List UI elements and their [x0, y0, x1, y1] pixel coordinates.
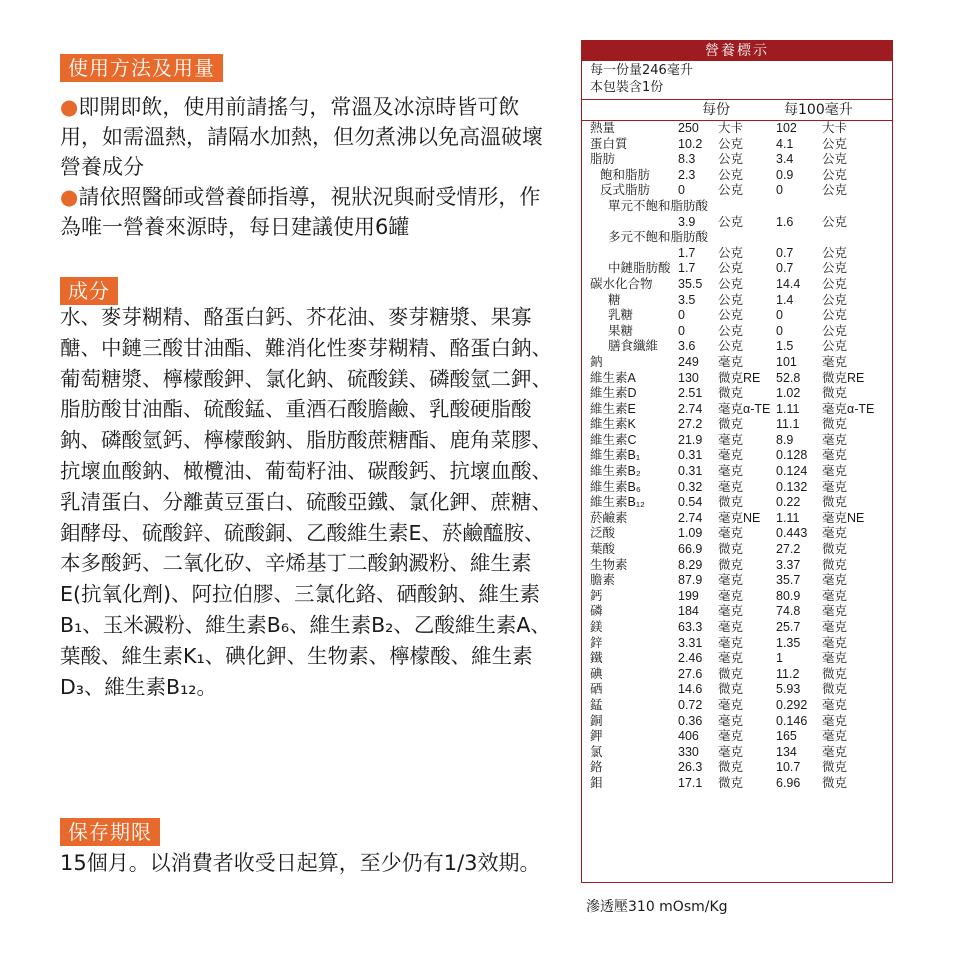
per-100ml-value: 5.93: [776, 682, 801, 697]
nutrient-name: 維生素B₁₂: [590, 495, 645, 510]
per-serving-value: 0.54: [678, 495, 703, 510]
per-100ml-unit: 公克: [822, 261, 848, 276]
nutrient-row: [582, 448, 892, 464]
per-100ml-value: 14.4: [776, 276, 801, 291]
per-serving-unit: 毫克: [718, 713, 744, 728]
nutrient-name: 生物素: [590, 557, 628, 572]
nutrient-name: 維生素E: [590, 401, 636, 416]
per-100ml-unit: 微克: [822, 775, 848, 790]
nutrient-row: [582, 682, 892, 698]
per-100ml-value: 0: [776, 183, 783, 198]
per-serving-unit: 毫克: [718, 448, 744, 463]
per-100ml-unit: 毫克: [822, 464, 848, 479]
per-serving-value: 0.32: [678, 479, 703, 494]
per-serving-unit: 公克: [718, 292, 744, 307]
per-serving-unit: 微克: [718, 666, 744, 681]
usage-instructions: [60, 92, 560, 242]
nutrient-name: 膳食纖維: [608, 339, 659, 354]
per-serving-value: 0.72: [678, 697, 703, 712]
per-serving-value: 2.74: [678, 510, 703, 525]
nutrient-row: [582, 511, 892, 527]
per-100ml-unit: 微克: [822, 495, 848, 510]
per-serving-unit: 微克: [718, 775, 744, 790]
per-100ml-unit: 大卡: [822, 121, 848, 135]
per-100ml-unit: 毫克: [822, 479, 848, 494]
nutrient-row: [582, 620, 892, 636]
per-serving-unit: 毫克: [718, 697, 744, 712]
per-serving-unit: 公克: [718, 308, 744, 323]
per-serving-value: 27.2: [678, 417, 703, 432]
per-100ml-unit: 毫克: [822, 635, 848, 650]
nutrient-name: 磷: [590, 604, 603, 619]
nutrient-name: 乳糖: [608, 308, 634, 323]
per-100ml-value: 1.5: [776, 339, 794, 354]
nutrient-row: [582, 745, 892, 761]
per-serving-unit: 毫克: [718, 464, 744, 479]
nutrient-name: 鐵: [590, 651, 603, 666]
per-serving-unit: 微克: [718, 557, 744, 572]
per-100ml-value: 1.35: [776, 635, 801, 650]
bullet-icon: ●: [60, 185, 79, 209]
per-serving-unit: 毫克: [718, 744, 744, 759]
nutrient-name: 碘: [590, 666, 603, 681]
per-serving-unit: 微克RE: [718, 370, 761, 385]
per-100ml-unit: 公克: [822, 276, 848, 291]
per-serving-value: 1.7: [678, 245, 696, 260]
per-100ml-unit: 毫克: [822, 713, 848, 728]
per-100ml-unit: 毫克: [822, 604, 848, 619]
per-serving-value: 0: [678, 323, 685, 338]
nutrient-name: 鋅: [590, 635, 603, 650]
per-serving-unit: 微克: [718, 386, 744, 401]
nutrient-row: [582, 402, 892, 418]
per-100ml-value: 27.2: [776, 542, 801, 557]
per-serving-value: 2.46: [678, 651, 703, 666]
per-serving-unit: 毫克: [718, 479, 744, 494]
nutrient-name: 銅: [590, 713, 603, 728]
per-100ml-value: 4.1: [776, 136, 794, 151]
per-100ml-unit: 微克: [822, 386, 848, 401]
nutrient-name: 維生素D: [590, 386, 637, 401]
per-100ml-value: 11.2: [776, 666, 800, 681]
nutrient-rows: [582, 121, 892, 792]
per-serving-unit: 公克: [718, 214, 744, 229]
per-100ml-unit: 公克: [822, 308, 848, 323]
per-100ml-unit: 微克: [822, 542, 848, 557]
nutrient-name: 硒: [590, 682, 603, 697]
per-100ml-value: 1.11: [776, 510, 800, 525]
per-serving-value: 330: [678, 744, 699, 759]
per-100ml-unit: 毫克: [822, 354, 848, 369]
nutrient-name: 鉻: [590, 760, 603, 775]
nutrient-name: 氯: [590, 744, 603, 759]
col-per-100ml: 每100毫升: [784, 102, 853, 118]
per-100ml-value: 0.132: [776, 479, 808, 494]
per-serving-value: 250: [678, 121, 699, 135]
nutrient-row: [582, 215, 892, 231]
per-100ml-unit: 微克: [822, 682, 848, 697]
per-serving-value: 406: [678, 729, 699, 744]
per-serving-unit: 微克: [718, 495, 744, 510]
nutrient-name: 錳: [590, 697, 603, 712]
per-serving-unit: 公克: [718, 183, 744, 198]
per-100ml-unit: 毫克NE: [822, 510, 865, 525]
nutrient-name: 維生素K: [590, 417, 636, 432]
nutrient-row: [582, 168, 892, 184]
per-100ml-value: 74.8: [776, 604, 801, 619]
per-serving-unit: 微克: [718, 682, 744, 697]
per-serving-value: 2.51: [678, 386, 703, 401]
per-100ml-unit: 毫克: [822, 729, 848, 744]
per-serving-unit: 微克: [718, 760, 744, 775]
nutrient-row: [582, 729, 892, 745]
per-100ml-unit: 毫克: [822, 448, 848, 463]
per-serving-value: 2.74: [678, 401, 703, 416]
per-100ml-unit: 毫克: [822, 526, 848, 541]
per-serving-unit: 毫克: [718, 588, 744, 603]
nutrient-name: 維生素A: [590, 370, 636, 385]
per-serving-unit: 公克: [718, 276, 744, 291]
per-100ml-value: 1: [776, 651, 783, 666]
nutrient-row: [582, 121, 892, 137]
nutrient-name: 鉬: [590, 775, 603, 790]
per-serving-unit: 毫克: [718, 573, 744, 588]
nutrient-row: [582, 417, 892, 433]
per-100ml-value: 0.9: [776, 167, 794, 182]
nutrition-facts-panel: [581, 40, 893, 883]
nutrient-name: 維生素C: [590, 432, 637, 447]
nutrient-name: 鎂: [590, 620, 603, 634]
column-headers: [582, 100, 892, 121]
nutrient-name: 單元不飽和脂肪酸: [608, 198, 709, 213]
per-serving-value: 66.9: [678, 542, 703, 557]
per-serving-value: 3.6: [678, 339, 696, 354]
per-serving-unit: 大卡: [718, 121, 744, 135]
nutrient-row: [582, 371, 892, 387]
nutrient-row: [582, 589, 892, 605]
per-serving-unit: 毫克: [718, 604, 744, 619]
per-serving-value: 21.9: [678, 432, 703, 447]
per-100ml-unit: 微克: [822, 666, 848, 681]
nutrient-row: [582, 495, 892, 511]
per-100ml-unit: 公克: [822, 183, 848, 198]
per-100ml-value: 0.292: [776, 697, 808, 712]
per-serving-value: 87.9: [678, 573, 703, 588]
per-serving-value: 10.2: [678, 136, 703, 151]
per-100ml-value: 1.4: [776, 292, 794, 307]
per-100ml-value: 0.146: [776, 713, 808, 728]
per-100ml-unit: 毫克: [822, 573, 848, 588]
per-100ml-value: 10.7: [776, 760, 801, 775]
usage-item: [60, 182, 560, 242]
nutrient-row: [582, 542, 892, 558]
per-100ml-unit: 公克: [822, 245, 848, 260]
per-serving-unit: 毫克: [718, 620, 744, 634]
nutrient-row: [582, 760, 892, 776]
per-serving-value: 35.5: [678, 276, 703, 291]
nutrient-name: 脂肪: [590, 152, 616, 167]
per-100ml-value: 35.7: [776, 573, 801, 588]
per-100ml-value: 0.124: [776, 464, 808, 479]
nutrient-name: 果糖: [608, 323, 634, 338]
per-100ml-value: 3.37: [776, 557, 801, 572]
per-100ml-unit: 微克RE: [822, 370, 865, 385]
per-100ml-value: 0: [776, 323, 783, 338]
nutrient-name: 多元不飽和脂肪酸: [608, 230, 709, 245]
nutrient-row: [582, 277, 892, 293]
per-serving-value: 0.31: [678, 464, 703, 479]
per-100ml-value: 0.128: [776, 448, 808, 463]
per-100ml-unit: 毫克α-TE: [822, 401, 875, 416]
per-100ml-value: 6.96: [776, 775, 801, 790]
nutrient-row: [582, 714, 892, 730]
per-serving-value: 2.3: [678, 167, 696, 182]
per-100ml-value: 8.9: [776, 432, 794, 447]
per-100ml-value: 80.9: [776, 588, 801, 603]
per-serving-unit: 毫克: [718, 354, 744, 369]
nutrient-row: [582, 246, 892, 262]
per-serving-unit: 公克: [718, 323, 744, 338]
per-100ml-unit: 公克: [822, 292, 848, 307]
per-100ml-value: 165: [776, 729, 797, 744]
per-serving-unit: 毫克: [718, 526, 744, 541]
per-serving-unit: 公克: [718, 136, 744, 151]
nutrient-row: [582, 308, 892, 324]
nutrient-row: [582, 386, 892, 402]
per-100ml-value: 1.6: [776, 214, 794, 229]
per-serving-unit: 公克: [718, 261, 744, 276]
per-serving-unit: 毫克: [718, 432, 744, 447]
osmolality-note: 滲透壓310 mOsm/Kg: [586, 899, 728, 915]
per-serving-value: 26.3: [678, 760, 703, 775]
nutrient-name: 鈣: [590, 588, 603, 603]
nutrient-name: 維生素B₂: [590, 464, 641, 479]
nutrient-row: [582, 261, 892, 277]
per-serving-value: 0.36: [678, 713, 703, 728]
usage-item-text: 即開即飲，使用前請搖勻，常溫及冰涼時皆可飲用，如需溫熱，請隔水加熱，但勿煮沸以免高溫破壞營養成分: [60, 95, 543, 179]
per-serving-value: 130: [678, 370, 699, 385]
per-serving-value: 0: [678, 308, 685, 323]
per-serving-value: 3.5: [678, 292, 696, 307]
nutrient-row: [582, 667, 892, 683]
nutrient-name: 葉酸: [590, 542, 616, 557]
nutrient-row: [582, 573, 892, 589]
per-100ml-value: 0: [776, 308, 783, 323]
per-100ml-unit: 公克: [822, 339, 848, 354]
nutrient-row: [582, 776, 892, 792]
per-100ml-value: 101: [776, 354, 797, 369]
per-serving-unit: 微克: [718, 542, 744, 557]
ingredients-list: 水、麥芽糊精、酪蛋白鈣、芥花油、麥芽糖漿、果寡醣、中鏈三酸甘油酯、難消化性麥芽糊精、酪蛋白鈉、葡萄糖漿、檸檬酸鉀、氯化鈉、硫酸鎂、磷酸氫二鉀、脂肪酸甘油酯、硫酸錳、重酒石酸膽鹼、乳酸硬脂酸鈉、磷酸氫鈣、檸檬酸鈉、脂肪酸蔗糖酯、鹿角菜膠、抗壞血酸鈉、橄欖油、葡萄籽油、碳酸鈣、抗壞血酸、乳清蛋白、分離黃豆蛋白、硫酸亞鐵、氯化鉀、蔗糖、鉬酵母、硫酸鋅、硫酸銅、乙酸維生素E、菸鹼醯胺、本多酸鈣、二氧化矽、辛烯基丁二酸鈉澱粉、維生素E(抗氧化劑)、阿拉伯膠、三氯化鉻、硒酸鈉、維生素B₁、玉米澱粉、維生素B₆、維生素B₂、乙酸維生素A、葉酸、維生素K₁、碘化鉀、生物素、檸檬酸、維生素D₃、維生素B₁₂。: [60, 305, 552, 699]
per-100ml-value: 11.1: [776, 417, 800, 432]
per-serving-value: 63.3: [678, 620, 703, 634]
per-100ml-value: 102: [776, 121, 797, 135]
per-serving-unit: 毫克: [718, 635, 744, 650]
per-100ml-value: 1.02: [776, 386, 801, 401]
nutrient-row: [582, 230, 892, 246]
per-serving-unit: 公克: [718, 245, 744, 260]
per-100ml-unit: 公克: [822, 167, 848, 182]
servings-per-pack: 本包裝含1份: [590, 80, 664, 95]
per-100ml-unit: 公克: [822, 136, 848, 151]
nutrition-title: 營養標示: [582, 41, 892, 61]
per-serving-unit: 毫克NE: [718, 510, 761, 525]
per-100ml-unit: 毫克: [822, 620, 848, 634]
nutrient-name: 反式脂肪: [600, 183, 651, 198]
nutrient-name: 飽和脂肪: [600, 167, 651, 182]
per-100ml-value: 1.11: [776, 401, 800, 416]
per-100ml-unit: 公克: [822, 152, 848, 167]
per-100ml-unit: 微克: [822, 417, 848, 432]
nutrient-row: [582, 526, 892, 542]
col-per-serving: 每份: [702, 102, 730, 118]
nutrient-row: [582, 558, 892, 574]
shelf-life-text: 15個月。以消費者收受日起算，至少仍有1/3效期。: [60, 851, 541, 875]
per-serving-value: 1.7: [678, 261, 696, 276]
per-serving-unit: 微克: [718, 417, 744, 432]
nutrient-row: [582, 137, 892, 153]
per-100ml-unit: 微克: [822, 760, 848, 775]
per-serving-unit: 公克: [718, 167, 744, 182]
nutrient-row: [582, 324, 892, 340]
per-serving-unit: 公克: [718, 152, 744, 167]
per-serving-value: 0: [678, 183, 685, 198]
per-serving-value: 8.29: [678, 557, 703, 572]
per-serving-value: 8.3: [678, 152, 696, 167]
usage-item-text: 請依照醫師或營養師指導，視狀況與耐受情形，作為唯一營養來源時，每日建議使用6罐: [60, 185, 541, 239]
nutrient-name: 碳水化合物: [590, 276, 653, 291]
per-100ml-unit: 公克: [822, 323, 848, 338]
per-100ml-unit: 公克: [822, 214, 848, 229]
nutrient-name: 糖: [608, 292, 621, 307]
serving-size: 每一份量246毫升: [590, 63, 693, 78]
nutrient-name: 熱量: [590, 121, 616, 135]
per-100ml-unit: 毫克: [822, 651, 848, 666]
nutrient-row: [582, 651, 892, 667]
nutrient-row: [582, 183, 892, 199]
per-100ml-unit: 毫克: [822, 697, 848, 712]
per-100ml-value: 0.7: [776, 245, 794, 260]
nutrient-row: [582, 199, 892, 215]
bullet-icon: ●: [60, 95, 79, 119]
nutrient-row: [582, 355, 892, 371]
per-serving-value: 17.1: [678, 775, 703, 790]
nutrient-row: [582, 604, 892, 620]
per-serving-value: 184: [678, 604, 699, 619]
nutrient-name: 中鏈脂肪酸: [608, 261, 671, 276]
usage-item: [60, 92, 560, 182]
nutrient-name: 維生素B₆: [590, 479, 641, 494]
nutrient-row: [582, 152, 892, 168]
usage-heading: 使用方法及用量: [60, 54, 223, 82]
nutrient-name: 維生素B₁: [590, 448, 641, 463]
per-100ml-value: 0.22: [776, 495, 801, 510]
nutrient-row: [582, 293, 892, 309]
nutrient-row: [582, 698, 892, 714]
per-100ml-value: 25.7: [776, 620, 801, 634]
per-serving-unit: 毫克: [718, 651, 744, 666]
nutrient-name: 泛酸: [590, 526, 616, 541]
nutrient-row: [582, 339, 892, 355]
per-serving-unit: 公克: [718, 339, 744, 354]
per-serving-value: 14.6: [678, 682, 703, 697]
per-100ml-unit: 毫克: [822, 432, 848, 447]
per-serving-value: 0.31: [678, 448, 703, 463]
per-serving-value: 1.09: [678, 526, 703, 541]
serving-info: [582, 61, 892, 100]
shelf-life-heading: 保存期限: [60, 818, 160, 846]
nutrient-row: [582, 480, 892, 496]
ingredients-heading: 成分: [60, 277, 118, 305]
nutrient-name: 膽素: [590, 573, 616, 588]
per-100ml-unit: 微克: [822, 557, 848, 572]
per-serving-value: 27.6: [678, 666, 703, 681]
per-100ml-value: 0.443: [776, 526, 808, 541]
per-100ml-unit: 毫克: [822, 744, 848, 759]
nutrient-name: 鉀: [590, 729, 603, 744]
per-100ml-value: 52.8: [776, 370, 801, 385]
nutrient-name: 菸鹼素: [590, 510, 628, 525]
per-serving-unit: 毫克α-TE: [718, 401, 771, 416]
nutrient-row: [582, 464, 892, 480]
per-100ml-unit: 毫克: [822, 588, 848, 603]
per-100ml-value: 3.4: [776, 152, 794, 167]
per-serving-unit: 毫克: [718, 729, 744, 744]
nutrient-name: 蛋白質: [590, 136, 628, 151]
per-serving-value: 3.31: [678, 635, 703, 650]
per-serving-value: 3.9: [678, 214, 696, 229]
nutrient-name: 鈉: [590, 354, 603, 369]
nutrient-row: [582, 636, 892, 652]
nutrient-row: [582, 433, 892, 449]
per-100ml-value: 0.7: [776, 261, 794, 276]
per-serving-value: 249: [678, 354, 699, 369]
per-100ml-value: 134: [776, 744, 797, 759]
per-serving-value: 199: [678, 588, 699, 603]
